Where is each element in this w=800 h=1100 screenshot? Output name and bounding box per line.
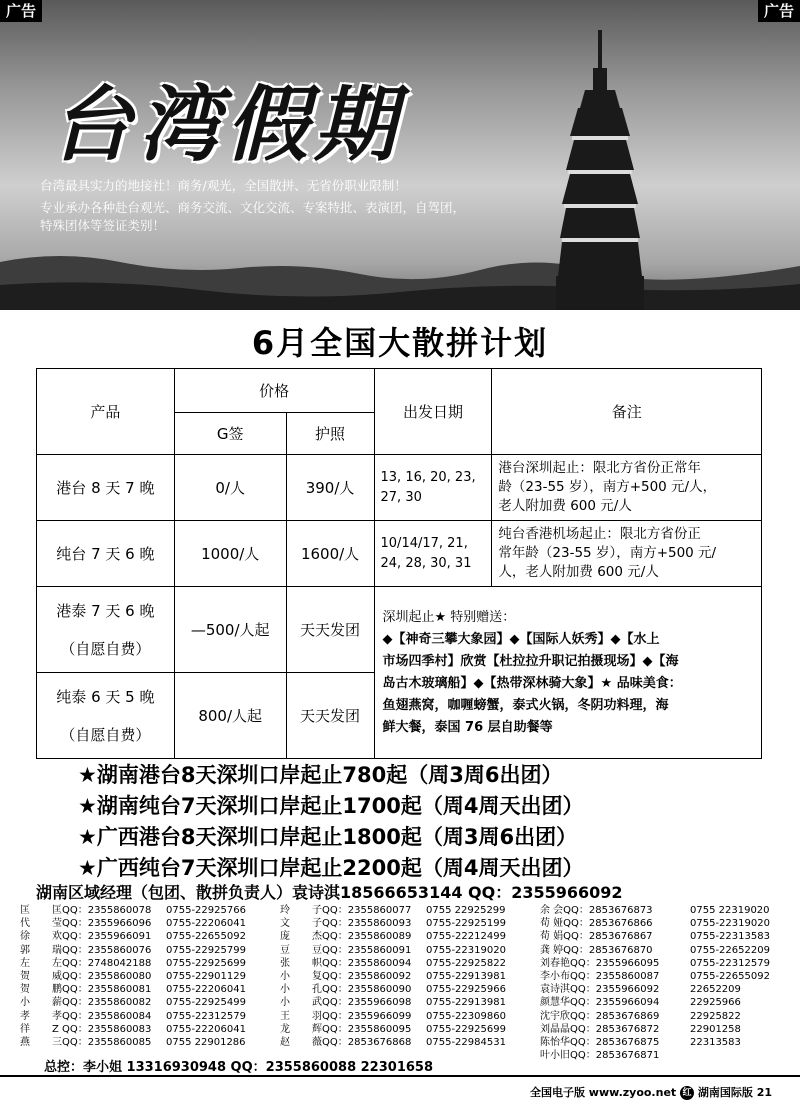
contact-name: 郭 bbox=[20, 944, 30, 956]
contact-phone bbox=[690, 1049, 774, 1062]
contact-name: 玲 bbox=[280, 905, 290, 916]
special-note-line: 鱼翅燕窝，咖喱螃蟹，泰式火锅，冬阴功料理，海 bbox=[382, 697, 669, 713]
contact-row bbox=[20, 904, 280, 917]
contact-row bbox=[280, 957, 540, 970]
contact-phone: 0755-22913981 bbox=[426, 997, 506, 1009]
remarks-cell bbox=[492, 455, 762, 521]
dates-line: 27, 30 bbox=[380, 489, 422, 505]
contact-row bbox=[540, 917, 790, 930]
header-price: 价格 bbox=[174, 369, 374, 413]
header-remarks: 备注 bbox=[492, 369, 762, 455]
contact-row bbox=[280, 904, 540, 917]
price-cell: —500/人起 bbox=[174, 587, 286, 673]
contact-name: 文 bbox=[280, 918, 290, 930]
contact-row bbox=[280, 1010, 540, 1023]
contact-name: 燕 bbox=[20, 1037, 30, 1049]
ad-label-left: 广告 bbox=[0, 0, 42, 22]
contact-phone: 0755-22925766 bbox=[166, 905, 246, 916]
contact-qq: 杰QQ：2355860089 bbox=[312, 931, 412, 943]
hero-title: 台湾假期 bbox=[50, 78, 402, 173]
contact-qq: 复QQ：2355860092 bbox=[312, 971, 412, 983]
tour-plan-table bbox=[36, 368, 762, 759]
contact-row bbox=[540, 983, 790, 996]
ad-label-right: 广告 bbox=[758, 0, 800, 22]
contact-row bbox=[540, 957, 790, 970]
departure-dates bbox=[374, 455, 492, 521]
promo-line: ★湖南纯台7天深圳口岸起止1700起（周4周天出团） bbox=[78, 794, 584, 818]
contact-qq: 武QQ：2355966098 bbox=[312, 997, 412, 1009]
contact-phone: 0755-22925699 bbox=[426, 1023, 506, 1035]
contact-qq: 豆QQ：2355860091 bbox=[312, 944, 412, 956]
product-subtitle: （自愿自费） bbox=[60, 725, 151, 744]
contact-name: 庞 bbox=[280, 931, 290, 943]
contact-qq: Z QQ：2355860083 bbox=[52, 1023, 152, 1035]
contact-row bbox=[280, 996, 540, 1009]
contact-row bbox=[540, 944, 790, 957]
table-row bbox=[37, 521, 762, 587]
contact-qq: 三QQ：2355860085 bbox=[52, 1037, 152, 1049]
contact-phone: 22901258 bbox=[690, 1023, 741, 1035]
contact-row bbox=[20, 1010, 280, 1023]
thai-tour-special-note bbox=[374, 587, 761, 759]
contact-phone: 0755-22913981 bbox=[426, 971, 506, 983]
contact-qq: 子QQ：2355860077 bbox=[312, 905, 412, 916]
contact-row bbox=[20, 970, 280, 983]
contact-name: 徐 bbox=[20, 931, 30, 943]
special-note-line: 市场四季村】欣赏【杜拉拉升职记拍摄现场】◆【海 bbox=[382, 653, 679, 669]
contact-qq: 左QQ：2748042188 bbox=[52, 957, 152, 969]
contact-phone: 0755-22655092 bbox=[690, 971, 770, 983]
table-row bbox=[37, 587, 762, 673]
departure-cell: 天天发团 bbox=[286, 587, 374, 673]
contact-qq: 荀 娟QQ：2853676867 bbox=[540, 931, 653, 943]
contact-row bbox=[280, 1036, 540, 1049]
contact-qq: 李小布QQ：2355860087 bbox=[540, 971, 660, 983]
dates-line: 24, 28, 30, 31 bbox=[380, 555, 472, 571]
contact-row bbox=[280, 970, 540, 983]
contact-phone: 22313583 bbox=[690, 1037, 741, 1049]
promo-line: ★广西港台8天深圳口岸起止1800起（周3周6出团） bbox=[78, 825, 578, 849]
promo-line: ★广西纯台7天深圳口岸起止2200起（周4周天出团） bbox=[78, 856, 584, 880]
footer-divider bbox=[0, 1075, 800, 1077]
contact-phone: 22925822 bbox=[690, 1010, 741, 1022]
contact-column bbox=[20, 904, 280, 1062]
product-cell bbox=[37, 587, 175, 673]
dates-line: 13, 16, 20, 23, bbox=[380, 469, 476, 485]
general-control-line: 总控：李小姐 13316930948 QQ：2355860088 22301658 bbox=[44, 1060, 433, 1075]
contact-qq: 袁诗淇QQ：2355966092 bbox=[540, 984, 660, 996]
special-note-line: 鲜大餐，泰国 76 层自助餐等 bbox=[382, 719, 553, 735]
promo-list bbox=[78, 760, 584, 884]
contact-row bbox=[540, 904, 790, 917]
contact-name: 龙 bbox=[280, 1023, 290, 1035]
contact-phone: 0755-22313583 bbox=[690, 931, 770, 943]
contact-qq: 沈宇欣QQ：2853676869 bbox=[540, 1010, 660, 1022]
contact-qq: 刘晶晶QQ：2853676872 bbox=[540, 1023, 660, 1035]
contact-directory bbox=[20, 904, 790, 1062]
contact-name: 豆 bbox=[280, 944, 290, 956]
remarks-line: 龄（23-55 岁），南方+500 元/人， bbox=[498, 479, 717, 495]
publication-logo-icon: 红 bbox=[680, 1086, 694, 1100]
product-cell bbox=[37, 673, 175, 759]
contact-name: 贺 bbox=[20, 984, 30, 996]
contact-row bbox=[280, 944, 540, 957]
contact-name: 赵 bbox=[280, 1037, 290, 1049]
product-subtitle: （自愿自费） bbox=[60, 639, 151, 658]
contact-row bbox=[20, 957, 280, 970]
remarks-cell bbox=[492, 521, 762, 587]
remarks-line: 老人附加费 600 元/人 bbox=[498, 498, 632, 514]
contact-qq: 孝QQ：2355860084 bbox=[52, 1010, 152, 1022]
contact-phone: 0755 22901286 bbox=[166, 1037, 246, 1049]
contact-name: 小 bbox=[280, 971, 290, 983]
contact-qq: 欢QQ：2355966091 bbox=[52, 931, 152, 943]
contact-qq: 薇QQ：2853676868 bbox=[312, 1037, 412, 1049]
contact-phone: 0755-22312579 bbox=[690, 957, 770, 969]
contact-name: 王 bbox=[280, 1010, 290, 1022]
contact-column bbox=[540, 904, 790, 1062]
publication-footer bbox=[530, 1084, 772, 1100]
contact-qq: 荀 娅QQ：2853676866 bbox=[540, 918, 653, 930]
contact-row bbox=[280, 983, 540, 996]
edition-label: 全国电子版 www.zyoo.net bbox=[529, 1086, 677, 1099]
hero-banner bbox=[0, 0, 800, 310]
passport-price: 390/人 bbox=[286, 455, 374, 521]
header-g-visa: G签 bbox=[174, 413, 286, 455]
contact-qq: 匡QQ：2355860078 bbox=[52, 905, 152, 916]
header-product: 产品 bbox=[37, 369, 175, 455]
contact-qq: 鹏QQ：2355860081 bbox=[52, 984, 152, 996]
contact-phone: 0755-22212499 bbox=[426, 931, 506, 943]
dates-line: 10/14/17, 21, bbox=[380, 535, 468, 551]
special-note-line: 深圳起止★ 特别赠送： bbox=[382, 609, 516, 625]
contact-qq: 辉QQ：2355860095 bbox=[312, 1023, 412, 1035]
contact-row bbox=[540, 1023, 790, 1036]
remarks-line: 港台深圳起止：限北方省份正常年 bbox=[498, 460, 701, 476]
contact-phone: 0755-22925699 bbox=[166, 957, 246, 969]
contact-row bbox=[540, 1049, 790, 1062]
contact-qq: 瑞QQ：2355860076 bbox=[52, 944, 152, 956]
contact-phone: 0755-22319020 bbox=[426, 944, 506, 956]
contact-qq: 陈怡华QQ：2853676875 bbox=[540, 1037, 660, 1049]
remarks-line: 纯台香港机场起止：限北方省份正 bbox=[498, 526, 701, 542]
contact-row bbox=[20, 1023, 280, 1036]
contact-row bbox=[20, 1036, 280, 1049]
product-cell: 港台 8 天 7 晚 bbox=[37, 455, 175, 521]
contact-name: 小 bbox=[20, 997, 30, 1009]
promo-line: ★湖南港台8天深圳口岸起止780起（周3周6出团） bbox=[78, 763, 563, 787]
contact-name: 孝 bbox=[20, 1010, 30, 1022]
contact-phone: 22652209 bbox=[690, 984, 741, 996]
contact-row bbox=[540, 1010, 790, 1023]
contact-qq: 余 会QQ：2853676873 bbox=[540, 905, 653, 916]
price-cell: 800/人起 bbox=[174, 673, 286, 759]
contact-phone: 0755-22319020 bbox=[690, 918, 770, 930]
contact-phone: 0755-22309860 bbox=[426, 1010, 506, 1022]
departure-cell: 天天发团 bbox=[286, 673, 374, 759]
g-visa-price: 0/人 bbox=[174, 455, 286, 521]
contact-phone: 0755-22925822 bbox=[426, 957, 506, 969]
contact-name: 左 bbox=[20, 957, 30, 969]
contact-phone: 0755-22925499 bbox=[166, 997, 246, 1009]
contact-row bbox=[540, 970, 790, 983]
contact-row bbox=[540, 996, 790, 1009]
contact-qq: 龚 婷QQ：2853676870 bbox=[540, 944, 653, 956]
header-passport: 护照 bbox=[286, 413, 374, 455]
contact-qq: 孔QQ：2355860090 bbox=[312, 984, 412, 996]
contact-qq: 羽QQ：2355966099 bbox=[312, 1010, 412, 1022]
special-note-line: ◆【神奇三攀大象园】◆【国际人妖秀】◆【水上 bbox=[382, 631, 660, 647]
contact-qq: 叶小旧QQ：2853676871 bbox=[540, 1050, 660, 1062]
contact-qq: 子QQ：2355860093 bbox=[312, 918, 412, 930]
contact-phone: 0755-22206041 bbox=[166, 984, 246, 996]
contact-column bbox=[280, 904, 540, 1062]
contact-phone: 0755-22925199 bbox=[426, 918, 506, 930]
contact-name: 贺 bbox=[20, 971, 30, 983]
contact-name: 小 bbox=[280, 997, 290, 1009]
contact-qq: 威QQ：2355860080 bbox=[52, 971, 152, 983]
contact-phone: 0755-22206041 bbox=[166, 1023, 246, 1035]
contact-phone: 0755-22206041 bbox=[166, 918, 246, 930]
contact-phone: 0755-22901129 bbox=[166, 971, 246, 983]
contact-row bbox=[20, 917, 280, 930]
product-cell: 纯台 7 天 6 晚 bbox=[37, 521, 175, 587]
contact-row bbox=[280, 917, 540, 930]
contact-phone: 0755-22925966 bbox=[426, 984, 506, 996]
page-heading: 6月全国大散拼计划 bbox=[251, 324, 549, 362]
product-name: 港泰 7 天 6 晚 bbox=[56, 601, 155, 620]
contact-qq: 刘春艳QQ：2355966095 bbox=[540, 957, 660, 969]
g-visa-price: 1000/人 bbox=[174, 521, 286, 587]
contact-row bbox=[20, 930, 280, 943]
contact-phone: 0755-22925799 bbox=[166, 944, 246, 956]
passport-price: 1600/人 bbox=[286, 521, 374, 587]
contact-qq: 帜QQ：2355860094 bbox=[312, 957, 412, 969]
contact-phone: 0755-22652209 bbox=[690, 944, 770, 956]
header-departure: 出发日期 bbox=[374, 369, 492, 455]
hero-services-line-1: 专业承办各种赴台观光、商务交流、文化交流、专案特批、表演团，自驾团， bbox=[40, 200, 466, 215]
remarks-line: 常年龄（23-55 岁），南方+500 元/ bbox=[498, 545, 717, 561]
contact-phone: 0755-22655092 bbox=[166, 931, 246, 943]
contact-row bbox=[540, 930, 790, 943]
page-label: 湖南国际版 21 bbox=[697, 1086, 772, 1099]
contact-phone: 0755 22319020 bbox=[690, 905, 770, 916]
contact-name: 匡 bbox=[20, 905, 30, 916]
contact-name: 代 bbox=[20, 918, 30, 930]
contact-row bbox=[280, 930, 540, 943]
contact-phone: 22925966 bbox=[690, 997, 741, 1009]
contact-name: 张 bbox=[280, 957, 290, 969]
contact-row bbox=[280, 1023, 540, 1036]
contact-phone: 0755-22312579 bbox=[166, 1010, 246, 1022]
product-name: 纯泰 6 天 5 晚 bbox=[56, 687, 155, 706]
contact-phone: 0755-22984531 bbox=[426, 1037, 506, 1049]
contact-name: 徉 bbox=[20, 1023, 30, 1035]
contact-qq: 莹QQ：2355966096 bbox=[52, 918, 152, 930]
contact-qq: 薪QQ：2355860082 bbox=[52, 997, 152, 1009]
regional-manager-line: 湖南区域经理（包团、散拼负责人）袁诗淇18566653144 QQ：2355966092 bbox=[36, 883, 623, 902]
table-row bbox=[37, 455, 762, 521]
remarks-line: 人，老人附加费 600 元/人 bbox=[498, 564, 659, 580]
contact-qq: 颜慧华QQ：2355966094 bbox=[540, 997, 660, 1009]
hero-tagline: 台湾最具实力的地接社！商务/观光，全国散拼、无省份职业限制！ bbox=[40, 178, 407, 193]
contact-row bbox=[20, 944, 280, 957]
contact-row bbox=[20, 996, 280, 1009]
special-note-line: 岛古木玻璃船】◆【热带深林骑大象】★ 品味美食： bbox=[382, 675, 682, 691]
departure-dates bbox=[374, 521, 492, 587]
contact-row bbox=[20, 983, 280, 996]
contact-phone: 0755 22925299 bbox=[426, 905, 506, 916]
hero-services-line-2: 特殊团体等签证类别！ bbox=[40, 218, 166, 233]
contact-name: 小 bbox=[280, 984, 290, 996]
contact-row bbox=[540, 1036, 790, 1049]
